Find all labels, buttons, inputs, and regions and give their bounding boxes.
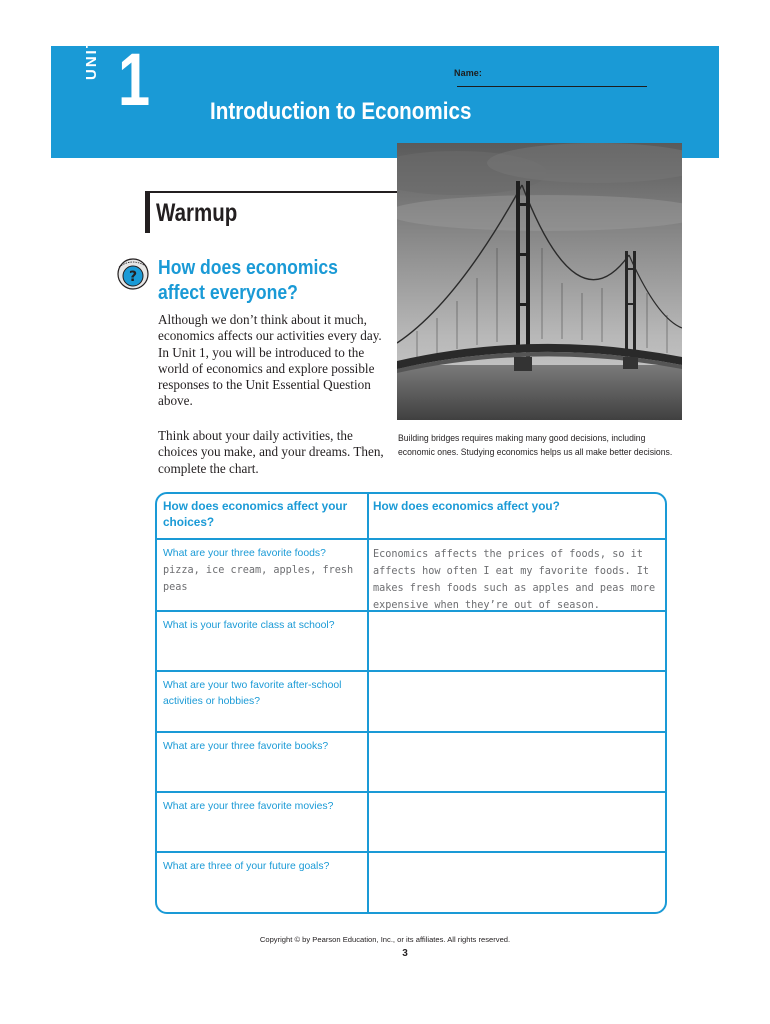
row-prompt: What is your favorite class at school? xyxy=(163,620,335,631)
answer-cell-left[interactable] xyxy=(163,546,363,596)
svg-text:?: ? xyxy=(128,269,138,285)
table-row xyxy=(157,851,665,914)
warmup-bracket xyxy=(145,191,150,233)
page-title: Introduction to Economics xyxy=(210,98,472,125)
table-row xyxy=(157,610,665,670)
section-title: Warmup xyxy=(156,199,238,227)
header-right: How does economics affect you? xyxy=(373,499,560,513)
table-row xyxy=(157,538,665,610)
essential-question xyxy=(158,256,338,306)
unit-word: UNIT xyxy=(83,37,100,80)
page-number: 3 xyxy=(402,948,408,959)
unit-number: 1 xyxy=(118,38,151,121)
table-row xyxy=(157,731,665,791)
photo-caption: Building bridges requires making many good decisions, including economic ones. Studying economics helps us all make better decisions. xyxy=(398,432,673,457)
warmup-chart xyxy=(155,492,667,914)
answer-cell-left[interactable] xyxy=(163,859,363,875)
answer-cell-left[interactable] xyxy=(163,739,363,755)
intro-paragraph: Although we don’t think about it much, economics affects our activities every day. In Unit 1, you will be introduced to the world of economics and explore possible responses to the Unit Essential Question above. xyxy=(158,312,382,409)
bridge-photo xyxy=(397,143,682,420)
answer-cell-left[interactable] xyxy=(163,618,363,634)
row-prompt: What are your three favorite foods? xyxy=(163,548,326,559)
essential-question-line-2: affect everyone? xyxy=(158,282,298,304)
row-prompt: What are your two favorite after-school activities or hobbies? xyxy=(163,680,342,707)
handwritten-answer-right[interactable]: Economics affects the prices of foods, so it affects how often I eat my favorite foods. It makes fresh foods such as apples and peas more expensive when they’re out of season. xyxy=(373,549,656,611)
warmup-rule xyxy=(145,191,397,193)
bridge-image xyxy=(397,143,682,420)
header-left: How does economics affect your choices? xyxy=(163,499,348,529)
table-row xyxy=(157,670,665,731)
name-label: Name: xyxy=(454,68,483,78)
answer-cell-left[interactable] xyxy=(163,799,363,815)
essential-question-icon xyxy=(113,255,153,293)
table-row xyxy=(157,791,665,851)
row-prompt: What are three of your future goals? xyxy=(163,861,330,872)
chart-header-row xyxy=(157,494,665,538)
answer-cell-left[interactable] xyxy=(163,678,363,710)
row-prompt: What are your three favorite books? xyxy=(163,741,329,752)
copyright-notice: Copyright © by Pearson Education, Inc., or its affiliates. All rights reserved. xyxy=(259,935,511,944)
handwritten-answer-left: pizza, ice cream, apples, fresh peas xyxy=(163,565,354,593)
essential-question-line-1: How does economics xyxy=(158,257,338,279)
name-blank[interactable] xyxy=(457,86,647,87)
row-prompt: What are your three favorite movies? xyxy=(163,801,334,812)
instructions-paragraph: Think about your daily activities, the choices you make, and your dreams. Then, complete the chart. xyxy=(158,428,384,476)
